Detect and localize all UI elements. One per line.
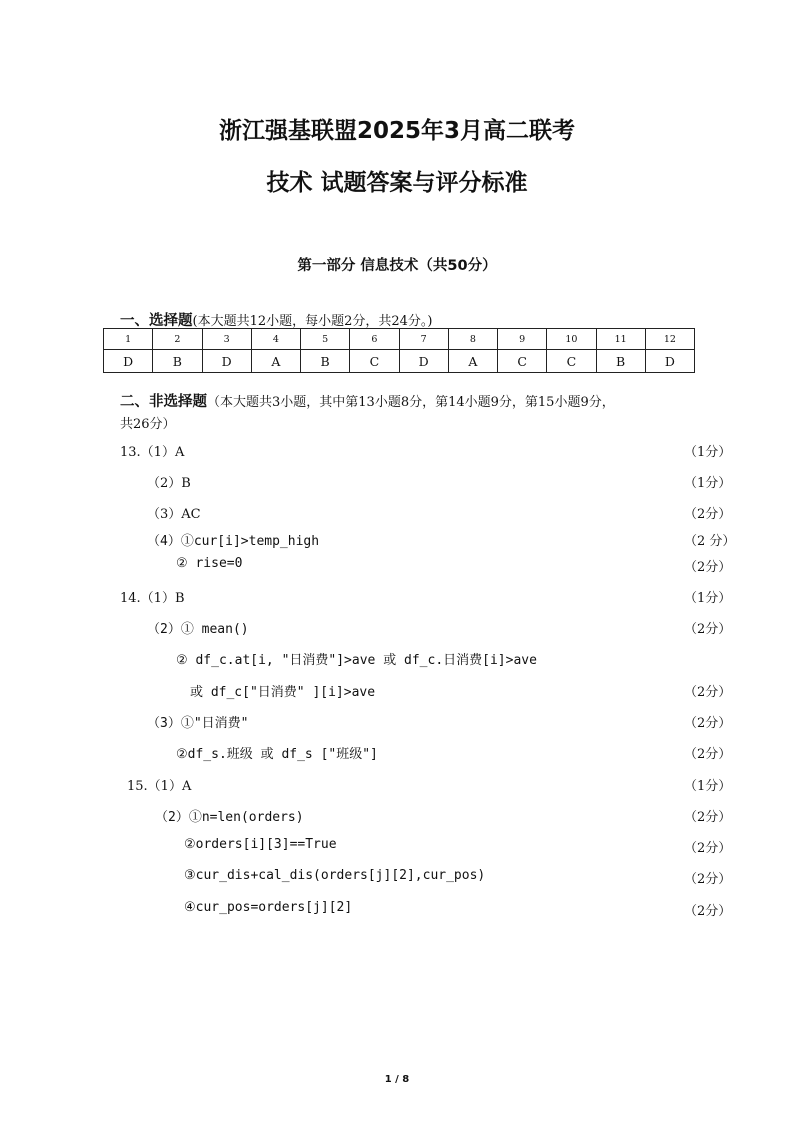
answer-line: （3）①"日消费" [147, 716, 249, 731]
answer-letter: B [153, 350, 202, 373]
score-label: （2分） [684, 904, 732, 919]
score-label: （2分） [684, 622, 732, 637]
answer-letter: B [596, 350, 645, 373]
section2-title: 二、非选择题 [120, 394, 207, 410]
answer-line: 13.（1）A [120, 445, 185, 460]
answer-letter: C [498, 350, 547, 373]
page-number: 1 / 8 [384, 1074, 410, 1085]
section1-title: 一、选择题 [120, 313, 193, 329]
answer-line: 或 df_c["日消费" ][i]>ave [190, 685, 376, 700]
score-label: （2分） [684, 716, 732, 731]
section2-note: （本大题共3小题，其中第13小题8分，第14小题9分，第15小题9分， [207, 395, 615, 410]
answer-line: 15.（1）A [127, 779, 192, 794]
answer-letter: D [202, 350, 251, 373]
score-label: （2分） [684, 560, 732, 575]
answer-line: （3）AC [147, 507, 201, 522]
score-label: （1分） [684, 779, 732, 794]
question-number: 9 [498, 329, 547, 350]
document-subtitle: 技术 试题答案与评分标准 [266, 170, 528, 196]
section1-heading [120, 309, 433, 330]
answer-line: ② rise=0 [176, 556, 243, 571]
score-label: （2分） [684, 810, 732, 825]
score-label: （1分） [684, 591, 732, 606]
answer-letter: C [547, 350, 596, 373]
question-number: 4 [251, 329, 300, 350]
answer-letter: D [399, 350, 448, 373]
answer-line: ②orders[i][3]==True [184, 837, 337, 852]
answer-line: （2）① mean() [147, 622, 249, 637]
score-label: （2分） [684, 841, 732, 856]
question-number: 1 [104, 329, 153, 350]
question-number: 3 [202, 329, 251, 350]
score-label: （2分） [684, 685, 732, 700]
answer-letter: B [301, 350, 350, 373]
score-label: （2分） [684, 747, 732, 762]
answer-line: ② df_c.at[i, "日消费"]>ave 或 df_c.日消费[i]>ave [176, 653, 537, 668]
question-number: 10 [547, 329, 596, 350]
answer-line: （4）①cur[i]>temp_high [147, 534, 320, 549]
question-number: 7 [399, 329, 448, 350]
question-number: 6 [350, 329, 399, 350]
score-label: （1分） [684, 445, 732, 460]
question-number: 11 [596, 329, 645, 350]
answer-line: ②df_s.班级 或 df_s ["班级"] [176, 747, 378, 762]
score-label: （2 分） [684, 534, 736, 549]
section1-note: (本大题共12小题，每小题2分，共24分。) [192, 314, 433, 329]
answer-line: ④cur_pos=orders[j][2] [184, 900, 353, 915]
score-label: （1分） [684, 476, 732, 491]
answer-table [103, 328, 695, 373]
answer-letter: D [104, 350, 153, 373]
answer-line: ③cur_dis+cal_dis(orders[j][2],cur_pos) [184, 868, 486, 883]
section2-note-continued: 共26分） [120, 417, 176, 432]
answer-letter: C [350, 350, 399, 373]
question-number: 2 [153, 329, 202, 350]
answer-table-number-row [104, 329, 695, 350]
score-label: （2分） [684, 507, 732, 522]
answer-line: （2）B [147, 476, 191, 491]
question-number: 8 [448, 329, 497, 350]
answer-table-answer-row [104, 350, 695, 373]
question-number: 12 [645, 329, 694, 350]
score-label: （2分） [684, 872, 732, 887]
answer-line: 14.（1）B [120, 591, 185, 606]
document-title: 浙江强基联盟2025年3月高二联考 [218, 118, 576, 144]
answer-letter: D [645, 350, 694, 373]
answer-letter: A [448, 350, 497, 373]
answer-line: （2）①n=len(orders) [155, 810, 304, 825]
answer-letter: A [251, 350, 300, 373]
question-number: 5 [301, 329, 350, 350]
part-heading: 第一部分 信息技术（共50分） [297, 258, 497, 274]
section2-heading [120, 390, 615, 411]
